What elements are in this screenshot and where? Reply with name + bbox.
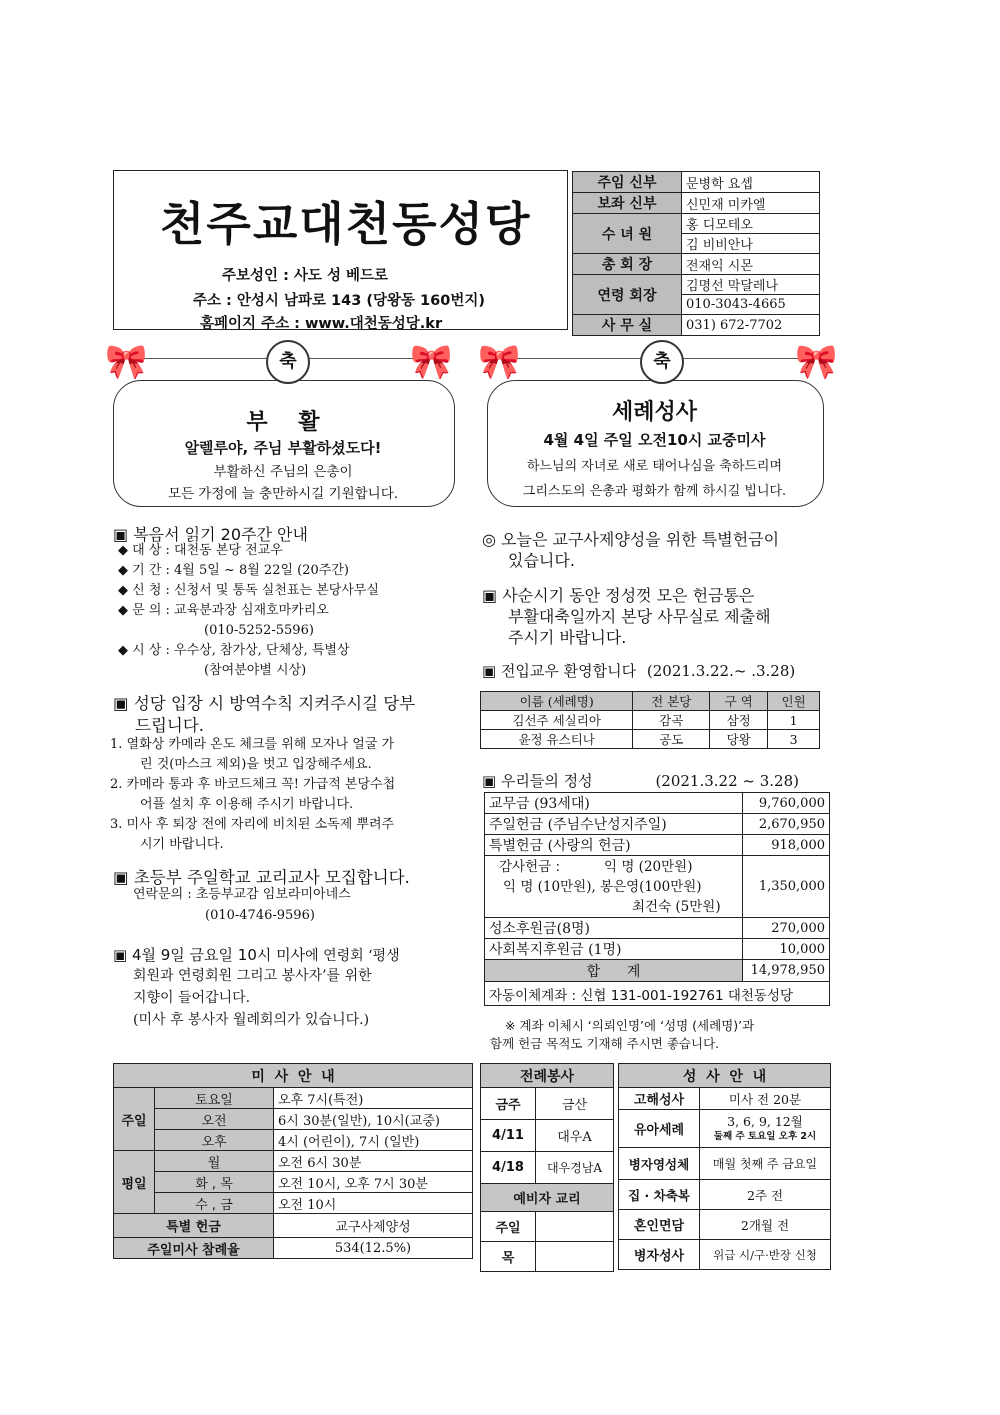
sacrament-info: 미사 전 20분 bbox=[700, 1088, 831, 1110]
mass-time: 6시 30분(일반), 10시(교중) bbox=[274, 1109, 473, 1130]
altar-table bbox=[480, 1063, 614, 1272]
table-cell: 당왕 bbox=[710, 730, 768, 749]
thanks-donor: 익 명 (20만원) bbox=[604, 858, 693, 875]
altar-team: 금산 bbox=[536, 1088, 614, 1120]
table-cell: 삼정 bbox=[710, 711, 768, 730]
total-label: 합 계 bbox=[485, 960, 743, 982]
teacher-phone: (010-4746-9596) bbox=[205, 908, 315, 923]
mass-time: 4시 (어린이), 7시 (일반) bbox=[274, 1130, 473, 1151]
special-offering-notice: ◎ 오늘은 교구사제양성을 위한 특별헌금이 bbox=[482, 530, 780, 549]
church-address: 주소 : 안성시 남파로 143 (당왕동 160번지) bbox=[193, 293, 485, 309]
mass-notice-rest: 에 연령회 ‘평생 bbox=[305, 948, 400, 964]
sacrament-name: 병자성사 bbox=[619, 1240, 700, 1270]
table-row bbox=[481, 1242, 614, 1272]
staff-role: 보좌 신부 bbox=[573, 193, 682, 214]
mass-notice-line3: 지향이 들어갑니다. bbox=[133, 990, 251, 1006]
account-row bbox=[485, 982, 830, 1006]
table-cell: 김선주 세실리아 bbox=[481, 711, 633, 730]
offering-label: 사회복지후원금 bbox=[489, 942, 584, 958]
table-row bbox=[114, 1238, 473, 1259]
offering-sub: (8명) bbox=[556, 921, 590, 937]
offering-heading bbox=[482, 770, 799, 791]
day-label: 오후 bbox=[155, 1130, 274, 1151]
staff-role: 총 회 장 bbox=[573, 254, 682, 275]
celebration-badge: 축 bbox=[266, 340, 310, 384]
total-value: 14,978,950 bbox=[743, 960, 830, 982]
offering-table bbox=[484, 792, 830, 1006]
staff-name: 김 비비안나 bbox=[682, 234, 820, 254]
offering-label: 교무금 bbox=[489, 796, 530, 812]
sacrament-info-sub: 둘째 주 토요일 오후 2시 bbox=[713, 1130, 817, 1142]
altar-date: 4/11 bbox=[481, 1120, 536, 1152]
mass-guide-table bbox=[113, 1063, 473, 1259]
staff-name: 전재익 시몬 bbox=[682, 254, 820, 275]
list-item: 어플 설치 후 이용해 주시기 바랍니다. bbox=[140, 797, 354, 812]
banner-line3: 그리스도의 은총과 평화가 함께 하시길 빕니다. bbox=[522, 484, 787, 499]
attendance-label: 주일미사 참례율 bbox=[114, 1238, 274, 1259]
sacrament-table bbox=[618, 1063, 831, 1270]
patron-saint: 주보성인 : 사도 성 베드로 bbox=[222, 268, 389, 284]
special-offering-value: 교구사제양성 bbox=[274, 1214, 473, 1238]
table-row bbox=[481, 1088, 614, 1120]
sacrament-name: 병자영성체 bbox=[619, 1148, 700, 1180]
staff-name: 031) 672-7702 bbox=[682, 315, 820, 336]
catechumen-day: 목 bbox=[481, 1242, 536, 1272]
catechumen-day: 주일 bbox=[481, 1212, 536, 1242]
mass-guide-title: 미 사 안 내 bbox=[114, 1064, 473, 1088]
table-row bbox=[114, 1151, 473, 1172]
list-item: ◆ 기 간 : 4월 5일 ~ 8월 22일 (20주간) bbox=[118, 563, 349, 578]
special-offering-label: 특별 헌금 bbox=[114, 1214, 274, 1238]
sacrament-info: 3, 6, 9, 12월 bbox=[727, 1113, 803, 1129]
banner-line2: 하느님의 자녀로 새로 태어나심을 축하드리며 bbox=[526, 459, 783, 474]
day-label: 수 , 금 bbox=[155, 1193, 274, 1214]
mass-time: 오전 10시, 오후 7시 30분 bbox=[274, 1172, 473, 1193]
transfer-note-cont: 함께 헌금 목적도 기재해 주시면 좋습니다. bbox=[490, 1036, 720, 1051]
offering-sub: (93세대) bbox=[534, 796, 590, 812]
table-row bbox=[619, 1148, 831, 1180]
welcome-heading bbox=[482, 660, 795, 681]
staff-role: 사 무 실 bbox=[573, 315, 682, 336]
mass-time: 오전 10시 bbox=[274, 1193, 473, 1214]
altar-title: 전례봉사 bbox=[481, 1064, 614, 1088]
day-label: 화 , 목 bbox=[155, 1172, 274, 1193]
table-row bbox=[114, 1214, 473, 1238]
banner-line2: 부활하신 주님의 은총이 bbox=[213, 464, 353, 480]
sacrament-name: 집 · 차축복 bbox=[619, 1180, 700, 1210]
altar-team: 대우A bbox=[536, 1120, 614, 1152]
table-row bbox=[481, 730, 820, 749]
altar-team: 대우경남A bbox=[536, 1152, 614, 1184]
covid-title-cont: 드립니다. bbox=[135, 716, 205, 735]
catechumen-time bbox=[536, 1242, 614, 1272]
banner-title: 세례성사 bbox=[611, 400, 697, 425]
special-offering-notice-cont: 있습니다. bbox=[508, 551, 575, 570]
staff-table bbox=[572, 171, 820, 336]
banner-title: 부 활 bbox=[246, 410, 320, 435]
day-label: 오전 bbox=[155, 1109, 274, 1130]
table-row bbox=[485, 856, 830, 918]
staff-phone: 010-3043-4665 bbox=[682, 295, 820, 315]
offering-label: 주일헌금 bbox=[489, 817, 544, 833]
table-row bbox=[114, 1193, 473, 1214]
welcome-table bbox=[480, 691, 820, 749]
table-cell: 3 bbox=[768, 730, 820, 749]
list-item: (참여분야별 시상) bbox=[204, 663, 307, 678]
staff-role: 연령 회장 bbox=[573, 275, 682, 315]
welcome-period: (2021.3.22.~ .3.28) bbox=[646, 662, 796, 680]
table-row bbox=[619, 1110, 831, 1148]
offering-sub: (사랑의 헌금) bbox=[547, 838, 631, 854]
sacrament-name: 고해성사 bbox=[619, 1088, 700, 1110]
weekday-label: 평일 bbox=[114, 1151, 155, 1214]
sacrament-name: 혼인면담 bbox=[619, 1210, 700, 1240]
gospel-list bbox=[118, 541, 379, 681]
offering-value: 918,000 bbox=[743, 835, 830, 856]
ribbon-icon: 🎀 bbox=[105, 342, 148, 382]
bank-account: 자동이체계좌 : 신협 131-001-192761 대천동성당 bbox=[485, 982, 830, 1006]
lent-notice-3: 주시기 바랍니다. bbox=[508, 628, 627, 647]
staff-role: 수 녀 원 bbox=[573, 214, 682, 254]
table-row bbox=[619, 1240, 831, 1270]
table-row bbox=[114, 1172, 473, 1193]
column-header: 인원 bbox=[768, 692, 820, 711]
church-title: 천주교대천동성당 bbox=[160, 197, 532, 251]
lent-notice-2: 부활대축일까지 본당 사무실로 제출해 bbox=[508, 607, 771, 626]
celebration-badge: 축 bbox=[640, 340, 684, 384]
thanks-donor: 최건숙 (5만원) bbox=[632, 898, 721, 915]
column-header: 구 역 bbox=[710, 692, 768, 711]
mass-notice-lead: ▣ 4월 9일 금요일 10시 미사 bbox=[113, 946, 306, 964]
list-item: ◆ 대 상 : 대천동 본당 전교우 bbox=[118, 543, 283, 558]
sacrament-info: 2개월 전 bbox=[700, 1210, 831, 1240]
sacrament-info: 매월 첫째 주 금요일 bbox=[700, 1148, 831, 1180]
staff-name: 문병학 요셉 bbox=[682, 172, 820, 193]
table-row bbox=[114, 1109, 473, 1130]
offering-period: (2021.3.22 ~ 3.28) bbox=[655, 772, 799, 790]
sacrament-name: 유아세례 bbox=[619, 1110, 700, 1148]
sacrament-info: 위급 시/구·반장 신청 bbox=[700, 1240, 831, 1270]
banner-line3: 모든 가정에 늘 충만하시길 기원합니다. bbox=[167, 486, 399, 502]
table-cell: 감곡 bbox=[633, 711, 710, 730]
table-row bbox=[619, 1088, 831, 1110]
table-row bbox=[481, 1212, 614, 1242]
gospel-title: ▣ 복음서 읽기 20주간 안내 bbox=[113, 525, 308, 544]
list-item: 시기 바랍니다. bbox=[140, 837, 224, 852]
table-cell: 공도 bbox=[633, 730, 710, 749]
mass-notice-line4: (미사 후 봉사자 월례회의가 있습니다.) bbox=[133, 1012, 370, 1028]
mass-time: 오후 7시(특전) bbox=[274, 1088, 473, 1109]
mass-notice bbox=[113, 944, 400, 965]
welcome-title: ▣ 전입교우 환영합니다 bbox=[482, 662, 637, 680]
offering-sub: (1명) bbox=[588, 942, 622, 958]
covid-title: ▣ 성당 입장 시 방역수칙 지켜주시길 당부 bbox=[113, 694, 416, 713]
ribbon-icon: 🎀 bbox=[478, 342, 521, 382]
table-row bbox=[619, 1210, 831, 1240]
transfer-note: ※ 계좌 이체시 ‘의뢰인명’에 ‘성명 (세례명)’과 bbox=[505, 1018, 755, 1033]
banner-line1: 알렐루야, 주님 부활하셨도다! bbox=[184, 439, 382, 457]
table-row bbox=[481, 1120, 614, 1152]
list-item: ◆ 문 의 : 교육분과장 심재호마카리오 bbox=[118, 603, 329, 618]
banner-line1: 4월 4일 주일 오전10시 교중미사 bbox=[543, 431, 766, 449]
offering-label: 감사헌금 : bbox=[499, 858, 561, 875]
sacrament-title: 성 사 안 내 bbox=[619, 1064, 831, 1088]
list-item: ◆ 신 청 : 신청서 및 통독 실천표는 본당사무실 bbox=[118, 583, 379, 598]
offering-value: 9,760,000 bbox=[743, 793, 830, 814]
attendance-value: 534(12.5%) bbox=[274, 1238, 473, 1259]
catechumen-title: 예비자 교리 bbox=[481, 1184, 614, 1212]
table-row bbox=[481, 1152, 614, 1184]
table-cell: 윤정 유스티나 bbox=[481, 730, 633, 749]
day-label: 토요일 bbox=[155, 1088, 274, 1109]
mass-time: 오전 6시 30분 bbox=[274, 1151, 473, 1172]
table-row bbox=[485, 814, 830, 835]
covid-list bbox=[110, 735, 460, 855]
teacher-title: ▣ 초등부 주일학교 교리교사 모집합니다. bbox=[113, 868, 410, 887]
offering-value: 1,350,000 bbox=[743, 856, 830, 918]
column-header: 전 본당 bbox=[633, 692, 710, 711]
table-row bbox=[619, 1180, 831, 1210]
mass-notice-line2: 회원과 연령회원 그리고 봉사자’를 위한 bbox=[133, 968, 372, 984]
staff-role: 주임 신부 bbox=[573, 172, 682, 193]
staff-name: 김명선 막달레나 bbox=[682, 275, 820, 295]
altar-date: 4/18 bbox=[481, 1152, 536, 1184]
lent-notice: ▣ 사순시기 동안 정성껏 모은 헌금통은 bbox=[482, 586, 755, 605]
sunday-label: 주일 bbox=[114, 1088, 155, 1151]
table-row bbox=[485, 939, 830, 960]
sacrament-info: 2주 전 bbox=[700, 1180, 831, 1210]
table-row bbox=[485, 918, 830, 939]
list-item: ◆ 시 상 : 우수상, 참가상, 단체상, 특별상 bbox=[118, 643, 350, 658]
offering-value: 10,000 bbox=[743, 939, 830, 960]
offering-value: 2,670,950 bbox=[743, 814, 830, 835]
table-row bbox=[481, 711, 820, 730]
table-cell: 1 bbox=[768, 711, 820, 730]
column-header: 이름 (세례명) bbox=[481, 692, 633, 711]
table-row bbox=[114, 1130, 473, 1151]
list-item: 1. 열화상 카메라 온도 체크를 위해 모자나 얼굴 가 bbox=[110, 737, 395, 752]
table-row bbox=[114, 1088, 473, 1109]
offering-value: 270,000 bbox=[743, 918, 830, 939]
list-item: 2. 카메라 통과 후 바코드체크 꼭! 가급적 본당수첩 bbox=[110, 777, 396, 792]
homepage-address: 홈페이지 주소 : www.대천동성당.kr bbox=[200, 316, 443, 332]
list-item: 3. 미사 후 퇴장 전에 자리에 비치된 소독제 뿌려주 bbox=[110, 817, 395, 832]
offering-title: ▣ 우리들의 정성 bbox=[482, 772, 593, 790]
table-row bbox=[485, 793, 830, 814]
teacher-contact: 연락문의 : 초등부교감 임보라미아네스 bbox=[133, 887, 351, 902]
ribbon-icon: 🎀 bbox=[410, 342, 453, 382]
offering-label: 특별헌금 bbox=[489, 838, 544, 854]
thanks-donor: 익 명 (10만원), 봉은영(100만원) bbox=[503, 878, 702, 895]
ribbon-icon: 🎀 bbox=[795, 342, 838, 382]
staff-name: 홍 디모테오 bbox=[682, 214, 820, 234]
day-label: 월 bbox=[155, 1151, 274, 1172]
staff-name: 신민재 미카엘 bbox=[682, 193, 820, 214]
offering-label: 성소후원금 bbox=[489, 921, 557, 937]
list-item: (010-5252-5596) bbox=[204, 623, 314, 638]
total-row bbox=[485, 960, 830, 982]
altar-date: 금주 bbox=[481, 1088, 536, 1120]
table-row bbox=[485, 835, 830, 856]
offering-sub: (주님수난성지주일) bbox=[547, 817, 667, 833]
list-item: 린 것(마스크 제외)을 벗고 입장해주세요. bbox=[140, 757, 372, 772]
catechumen-time bbox=[536, 1212, 614, 1242]
